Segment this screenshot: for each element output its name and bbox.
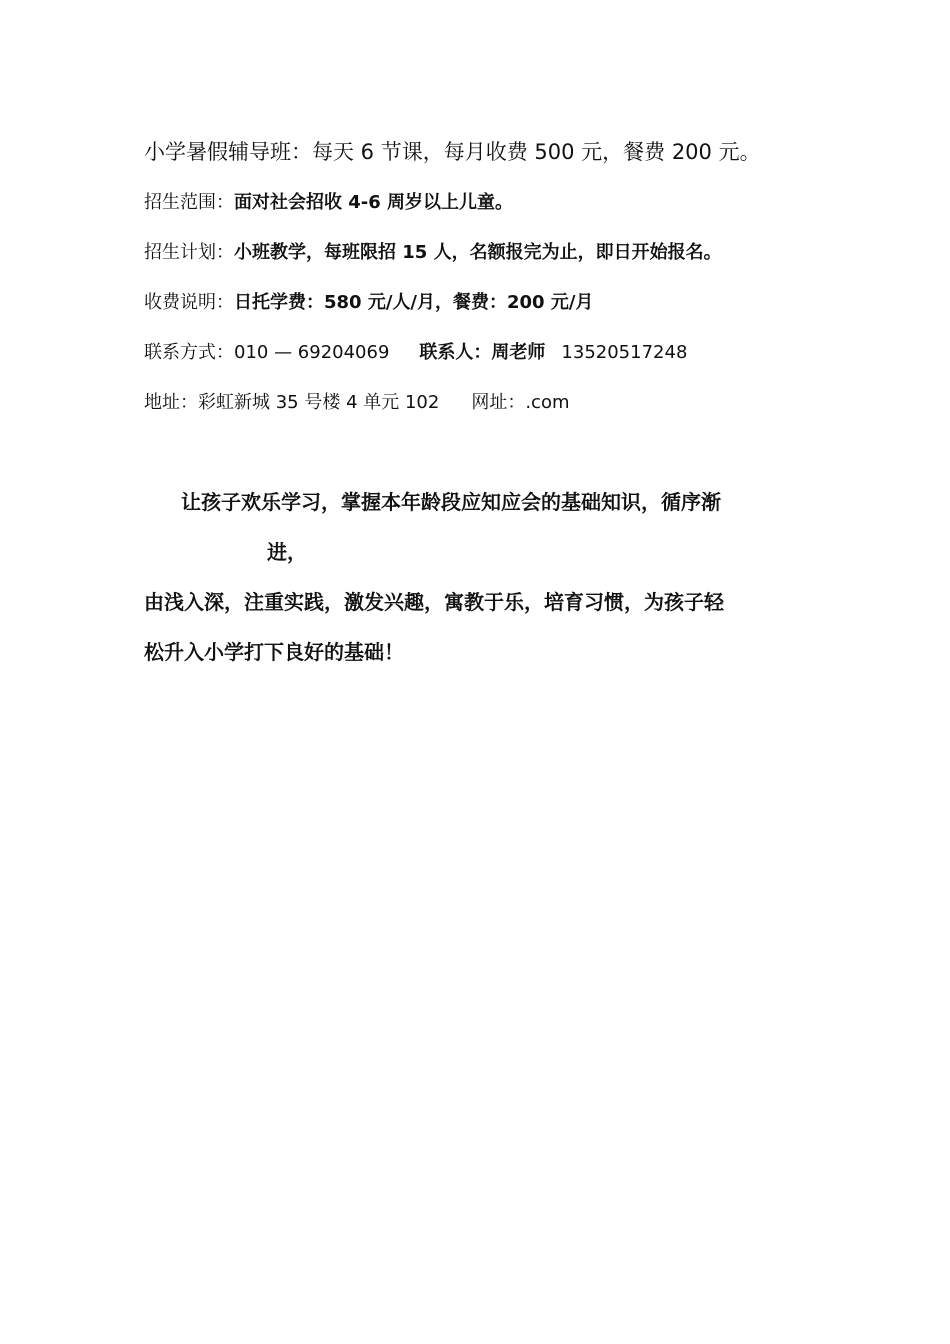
slogan-line-1: 让孩子欢乐学习，掌握本年龄段应知应会的基础知识，循序渐 — [181, 490, 721, 514]
website-label: 网址： — [471, 392, 526, 413]
enrollment-plan-value: 小班教学，每班限招 15 人，名额报完为止，即日开始报名。 — [234, 242, 722, 263]
address-text: 地址：彩虹新城 35 号楼 4 单元 102 — [144, 392, 440, 413]
contact-mobile: 13520517248 — [561, 342, 688, 363]
contact-line — [144, 338, 687, 364]
course-title-line: 小学暑假辅导班：每天 6 节课，每月收费 500 元，餐费 200 元。 — [144, 140, 761, 164]
enrollment-plan-label: 招生计划： — [144, 242, 234, 263]
slogan-line-4: 松升入小学打下良好的基础！ — [144, 640, 404, 664]
enrollment-plan-line — [144, 238, 722, 264]
enrollment-range-line — [144, 188, 513, 214]
website-value: .com — [525, 392, 570, 413]
fee-note-label: 收费说明： — [144, 292, 234, 313]
enrollment-range-value: 面对社会招收 4-6 周岁以上儿童。 — [234, 192, 514, 213]
fee-note-value: 日托学费：580 元/人/月，餐费：200 元/月 — [234, 292, 594, 313]
slogan-line-3: 由浅入深，注重实践，激发兴趣，寓教于乐，培育习惯，为孩子轻 — [144, 590, 724, 614]
slogan-line-2: 进， — [267, 540, 307, 564]
address-line — [144, 388, 570, 414]
contact-phone: 010 — 69204069 — [234, 342, 390, 363]
enrollment-range-label: 招生范围： — [144, 192, 234, 213]
contact-person: 联系人：周老师 — [419, 342, 546, 363]
contact-label: 联系方式： — [144, 342, 234, 363]
fee-note-line — [144, 288, 593, 314]
